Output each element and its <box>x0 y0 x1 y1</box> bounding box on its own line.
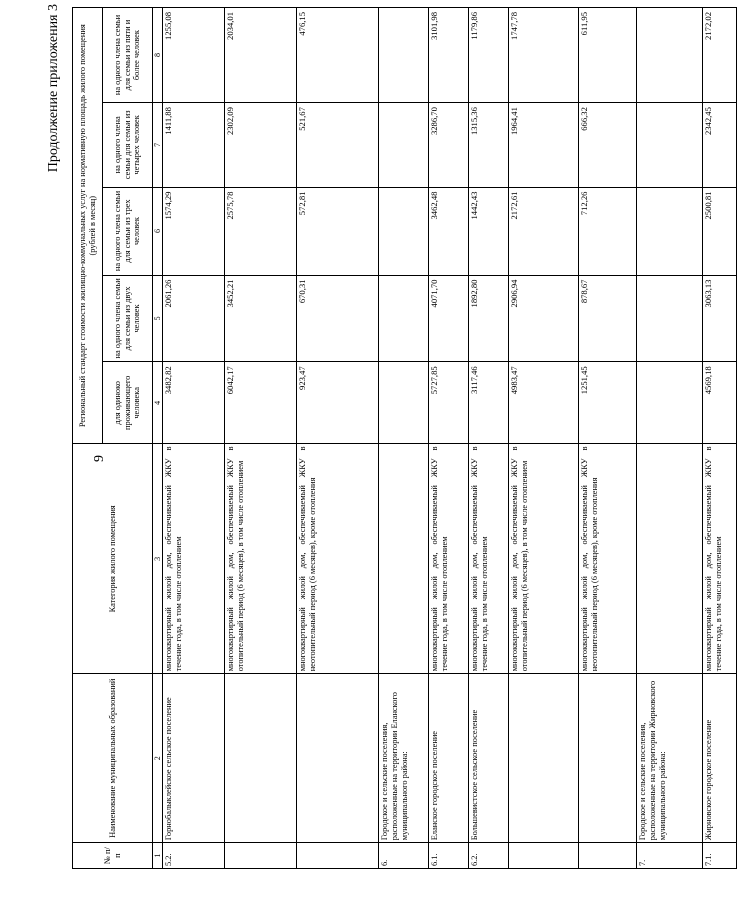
row-number <box>509 843 579 869</box>
cost-value: 1964,41 <box>509 103 579 187</box>
housing-category: многоквартирный жилой дом, обеспечиваемый ЖКУ в течение года, в том числе отоплением <box>703 444 737 674</box>
municipality-name: Городское и сельские поселения, расположенные на территории Еланского муниципального района: <box>379 674 429 843</box>
cost-value <box>637 187 703 275</box>
housing-category <box>637 444 703 674</box>
cost-value <box>379 8 429 103</box>
cost-value: 2342,45 <box>703 103 737 187</box>
cost-value: 1411,88 <box>163 103 225 187</box>
page-number: 9 <box>92 455 107 462</box>
cost-value: 666,32 <box>579 103 637 187</box>
cost-value <box>379 187 429 275</box>
cost-value: 1315,36 <box>469 103 509 187</box>
cost-value: 3117,46 <box>469 362 509 444</box>
municipality-name <box>509 674 579 843</box>
table-row <box>637 8 703 869</box>
continuation-caption: Продолжение приложения 3 <box>46 4 61 173</box>
housing-category: многоквартирный жилой дом, обеспечиваемый ЖКУ в неотопительный период (6 месяцев), кроме отопления <box>579 444 637 674</box>
municipality-name: Городское и сельские поселения, расположенные на территории Жирновского муниципального района: <box>637 674 703 843</box>
col-number: 7 <box>153 103 163 187</box>
table-row <box>469 8 509 869</box>
cost-value: 2575,78 <box>225 187 297 275</box>
cost-value: 521,67 <box>297 103 379 187</box>
cost-value: 1574,29 <box>163 187 225 275</box>
table-row <box>579 8 637 869</box>
cost-value: 923,47 <box>297 362 379 444</box>
cost-value: 670,31 <box>297 275 379 362</box>
cost-value: 712,26 <box>579 187 637 275</box>
cost-value: 572,81 <box>297 187 379 275</box>
row-number: 7. <box>637 843 703 869</box>
cost-value: 878,67 <box>579 275 637 362</box>
municipality-name: Еланское городское поселение <box>429 674 469 843</box>
row-number <box>579 843 637 869</box>
cost-value: 3063,13 <box>703 275 737 362</box>
cost-value: 611,95 <box>579 8 637 103</box>
cost-value: 6042,17 <box>225 362 297 444</box>
cost-value: 1892,80 <box>469 275 509 362</box>
row-number <box>225 843 297 869</box>
housing-category: многоквартирный жилой дом, обеспечиваемый ЖКУ в отопительный период (6 месяцев), в том числе отоплением <box>225 444 297 674</box>
cost-value: 2061,26 <box>163 275 225 362</box>
col-number: 3 <box>153 444 163 674</box>
housing-standard-table <box>72 7 737 869</box>
row-number: 5.2. <box>163 843 225 869</box>
table-row <box>163 8 225 869</box>
col-number: 5 <box>153 275 163 362</box>
header-col4: для одиноко проживающего человека <box>103 362 153 444</box>
cost-value: 1442,43 <box>469 187 509 275</box>
table-row <box>379 8 429 869</box>
row-number: 6.1. <box>429 843 469 869</box>
cost-value <box>637 8 703 103</box>
cost-value <box>379 362 429 444</box>
cost-value: 5727,85 <box>429 362 469 444</box>
cost-value: 3286,70 <box>429 103 469 187</box>
municipality-name: Большевистское сельское поселение <box>469 674 509 843</box>
municipality-name <box>297 674 379 843</box>
housing-category: многоквартирный жилой дом, обеспечиваемый ЖКУ в течение года, в том числе отоплением <box>469 444 509 674</box>
header-col6: на одного члена семьи для семьи из трех человек <box>103 187 153 275</box>
cost-value <box>379 275 429 362</box>
cost-value <box>637 362 703 444</box>
housing-category: многоквартирный жилой дом, обеспечиваемый ЖКУ в отопительный период (6 месяцев), в том числе отоплением <box>509 444 579 674</box>
row-number: 7.1. <box>703 843 737 869</box>
table-row <box>509 8 579 869</box>
housing-category: многоквартирный жилой дом, обеспечиваемый ЖКУ в неотопительный период (6 месяцев), кроме отопления <box>297 444 379 674</box>
cost-value: 476,15 <box>297 8 379 103</box>
header-category: Категория жилого помещения <box>73 444 153 674</box>
row-number <box>297 843 379 869</box>
cost-value: 4071,70 <box>429 275 469 362</box>
header-name: Наименование муниципальных образований <box>73 674 153 843</box>
cost-value: 1747,78 <box>509 8 579 103</box>
table-row <box>225 8 297 869</box>
cost-value: 1251,45 <box>579 362 637 444</box>
cost-value: 4569,18 <box>703 362 737 444</box>
table-row <box>703 8 737 869</box>
municipality-name: Жирновское городское поселение <box>703 674 737 843</box>
cost-value: 2500,81 <box>703 187 737 275</box>
cost-value: 2034,01 <box>225 8 297 103</box>
cost-value: 3101,98 <box>429 8 469 103</box>
header-col8: на одного члена семьи для семьи из пяти и более человек <box>103 8 153 103</box>
col-number: 1 <box>153 843 163 869</box>
table-row <box>429 8 469 869</box>
col-number: 8 <box>153 8 163 103</box>
cost-value: 3452,21 <box>225 275 297 362</box>
col-number: 6 <box>153 187 163 275</box>
cost-value: 2172,61 <box>509 187 579 275</box>
cost-value <box>637 275 703 362</box>
housing-category <box>379 444 429 674</box>
cost-value: 2172,02 <box>703 8 737 103</box>
cost-value: 3462,48 <box>429 187 469 275</box>
table-body <box>163 8 737 869</box>
table-row <box>297 8 379 869</box>
cost-value: 4983,47 <box>509 362 579 444</box>
municipality-name <box>579 674 637 843</box>
row-number: 6. <box>379 843 429 869</box>
cost-value: 2302,09 <box>225 103 297 187</box>
row-number: 6.2. <box>469 843 509 869</box>
header-col7: на одного члена семьи для семьи из четырех человек <box>103 103 153 187</box>
header-group: Региональный стандарт стоимости жилищно-коммунальных услуг на нормативную площадь жилого помещения (рублей в месяц) <box>73 8 103 444</box>
col-number: 2 <box>153 674 163 843</box>
municipality-name: Горнобалыклейское сельское поселение <box>163 674 225 843</box>
header-num: № п/п <box>73 843 153 869</box>
col-number: 4 <box>153 362 163 444</box>
housing-category: многоквартирный жилой дом, обеспечиваемый ЖКУ в течение года, в том числе отоплением <box>429 444 469 674</box>
housing-category: многоквартирный жилой дом, обеспечиваемый ЖКУ в течение года, в том числе отоплением <box>163 444 225 674</box>
cost-value <box>637 103 703 187</box>
header-col5: на одного члена семьи для семьи из двух человек <box>103 275 153 362</box>
cost-value: 1255,08 <box>163 8 225 103</box>
cost-value: 1179,86 <box>469 8 509 103</box>
cost-value: 2906,94 <box>509 275 579 362</box>
cost-value <box>379 103 429 187</box>
cost-value: 3482,82 <box>163 362 225 444</box>
municipality-name <box>225 674 297 843</box>
